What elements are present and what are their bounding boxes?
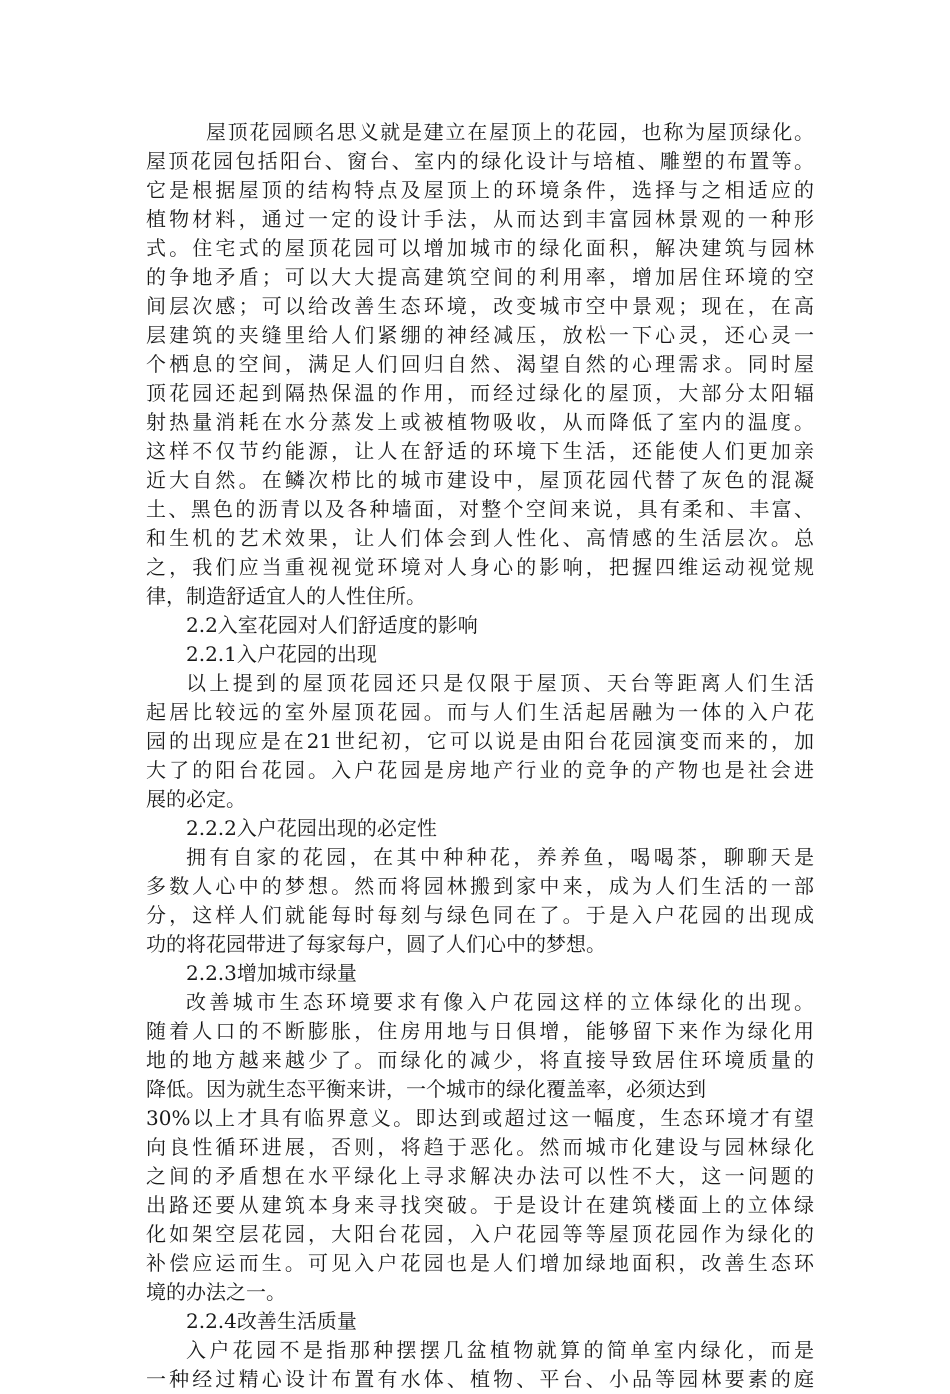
section-heading: 2.2入室花园对人们舒适度的影响	[186, 613, 478, 637]
paragraph-line: 出路还要从建筑本身来寻找突破。于是设计在建筑楼面上的立体绿	[146, 1193, 814, 1217]
paragraph-line: 顶花园还起到隔热保温的作用，而经过绿化的屋顶，大部分太阳辐	[146, 381, 814, 405]
paragraph-line: 多数人心中的梦想。然而将园林搬到家中来，成为人们生活的一部	[146, 874, 814, 898]
paragraph-line: 和生机的艺术效果，让人们体会到人性化、高情感的生活层次。总	[146, 526, 814, 550]
subsection-heading: 2.2.1入户花园的出现	[186, 642, 377, 666]
paragraph-line: 个栖息的空间，满足人们回归自然、渴望自然的心理需求。同时屋	[146, 352, 814, 376]
subsection-heading: 2.2.4改善生活质量	[186, 1309, 357, 1333]
paragraph-line: 随着人口的不断膨胀，住房用地与日俱增，能够留下来作为绿化用	[146, 1019, 814, 1043]
paragraph-line: 大了的阳台花园。入户花园是房地产行业的竞争的产物也是社会进	[146, 758, 814, 782]
paragraph-line: 拥有自家的花园，在其中种种花，养养鱼，喝喝茶，聊聊天是	[186, 845, 814, 869]
document-body	[146, 118, 814, 1394]
paragraph-line: 改善城市生态环境要求有像入户花园这样的立体绿化的出现。	[186, 990, 814, 1014]
paragraph-line: 之间的矛盾想在水平绿化上寻求解决办法可以性不大，这一问题的	[146, 1164, 814, 1188]
paragraph-line: 间层次感；可以给改善生态环境，改变城市空中景观；现在，在高	[146, 294, 814, 318]
paragraph-line: 境的办法之一。	[146, 1280, 286, 1304]
paragraph-line: 30%以上才具有临界意义。即达到或超过这一幅度，生态环境才有望	[146, 1106, 814, 1130]
paragraph-line: 这样不仅节约能源，让人在舒适的环境下生活，还能使人们更加亲	[146, 439, 814, 463]
paragraph-line: 射热量消耗在水分蒸发上或被植物吸收，从而降低了室内的温度。	[146, 410, 814, 434]
paragraph-line: 土、黑色的沥青以及各种墙面，对整个空间来说，具有柔和、丰富、	[146, 497, 814, 521]
paragraph-line: 植物材料，通过一定的设计手法，从而达到丰富园林景观的一种形	[146, 207, 814, 231]
paragraph-line: 律，制造舒适宜人的人性住所。	[146, 584, 426, 608]
paragraph-line: 式。住宅式的屋顶花园可以增加城市的绿化面积，解决建筑与园林	[146, 236, 814, 260]
paragraph-line: 屋顶花园顾名思义就是建立在屋顶上的花园，也称为屋顶绿化。	[206, 120, 814, 144]
paragraph-line: 地的地方越来越少了。而绿化的减少，将直接导致居住环境质量的	[146, 1048, 814, 1072]
paragraph-line: 化如架空层花园，大阳台花园，入户花园等等屋顶花园作为绿化的	[146, 1222, 814, 1246]
paragraph-line: 的争地矛盾；可以大大提高建筑空间的利用率，增加居住环境的空	[146, 265, 814, 289]
subsection-heading: 2.2.2入户花园出现的必定性	[186, 816, 437, 840]
paragraph-line: 近大自然。在鳞次栉比的城市建设中，屋顶花园代替了灰色的混凝	[146, 468, 814, 492]
paragraph-line: 降低。因为就生态平衡来讲，一个城市的绿化覆盖率，必须达到	[146, 1077, 706, 1101]
paragraph-line: 起居比较远的室外屋顶花园。而与人们生活起居融为一体的入户花	[146, 700, 814, 724]
paragraph-line: 以上提到的屋顶花园还只是仅限于屋顶、天台等距离人们生活	[186, 671, 814, 695]
paragraph-line: 园的出现应是在21世纪初，它可以说是由阳台花园演变而来的，加	[146, 729, 814, 753]
paragraph-line: 向良性循环进展，否则，将趋于恶化。然而城市化建设与园林绿化	[146, 1135, 814, 1159]
paragraph-line: 屋顶花园包括阳台、窗台、室内的绿化设计与培植、雕塑的布置等。	[146, 149, 814, 173]
paragraph-line: 补偿应运而生。可见入户花园也是人们增加绿地面积，改善生态环	[146, 1251, 814, 1275]
paragraph-line: 之，我们应当重视视觉环境对人身心的影响，把握四维运动视觉规	[146, 555, 814, 579]
paragraph-line: 一种经过精心设计布置有水体、植物、平台、小品等园林要素的庭	[146, 1367, 814, 1391]
paragraph-line: 入户花园不是指那种摆摆几盆植物就算的简单室内绿化，而是	[186, 1338, 814, 1362]
paragraph-line: 它是根据屋顶的结构特点及屋顶上的环境条件，选择与之相适应的	[146, 178, 814, 202]
paragraph-line: 展的必定。	[146, 787, 246, 811]
paragraph-line: 层建筑的夹缝里给人们紧绷的神经减压，放松一下心灵，还心灵一	[146, 323, 814, 347]
paragraph-line: 功的将花园带进了每家每户，圆了人们心中的梦想。	[146, 932, 606, 956]
subsection-heading: 2.2.3增加城市绿量	[186, 961, 357, 985]
paragraph-line: 分，这样人们就能每时每刻与绿色同在了。于是入户花园的出现成	[146, 903, 814, 927]
